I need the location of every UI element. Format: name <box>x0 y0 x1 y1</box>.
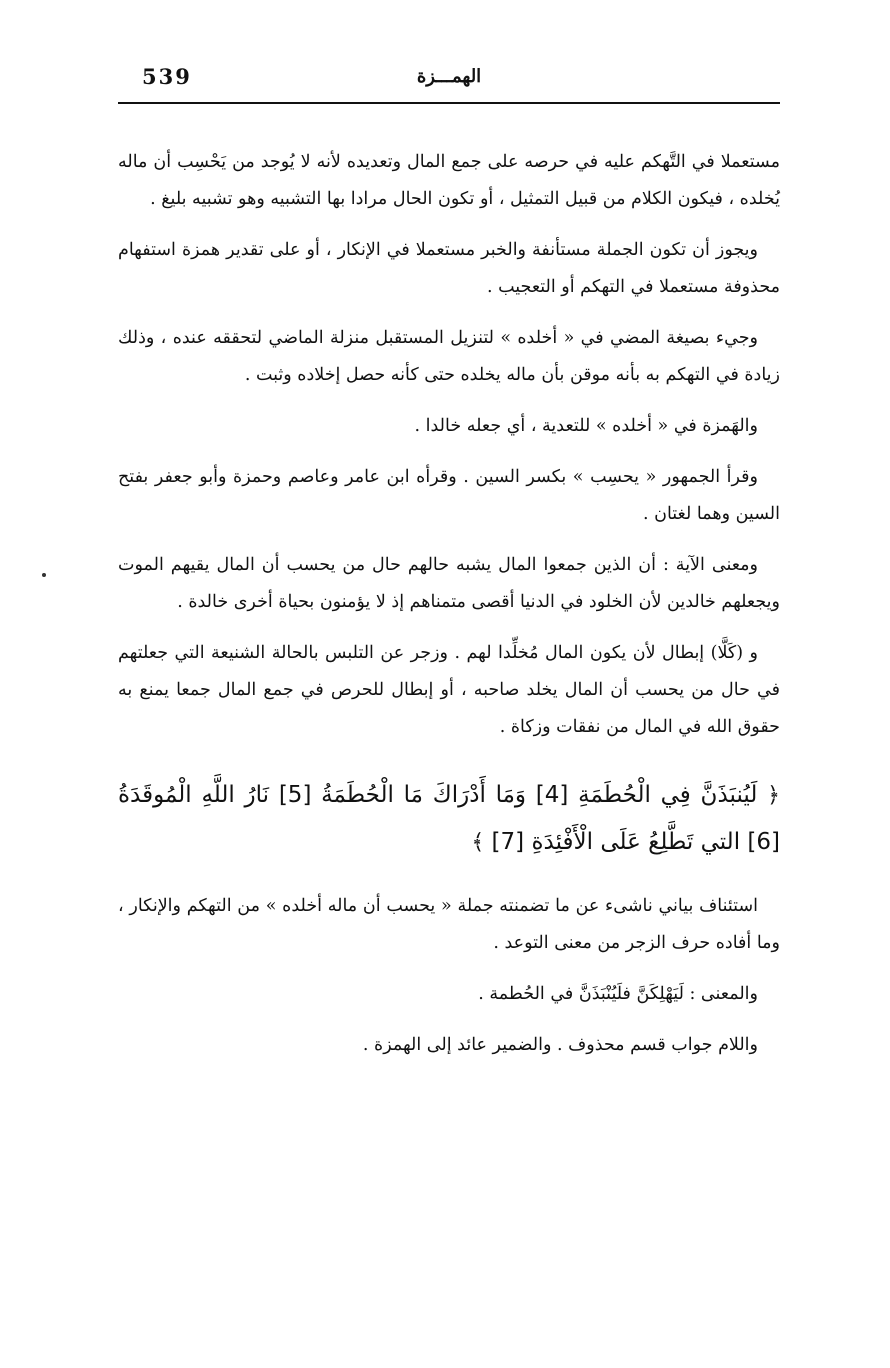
paragraph: وقرأ الجمهور « يحسِب » بكسر السين . وقرأه ابن عامر وعاصم وحمزة وأبو جعفر بفتح السين وهما لغتان . <box>118 467 780 524</box>
paragraph: والهَمزة في « أخلده » للتعدية ، أي جعله خالدا . <box>414 416 758 436</box>
quran-verse <box>118 772 780 866</box>
verse-open-bracket: ﴿ <box>767 783 781 808</box>
paragraph: وجيء بصيغة المضي في « أخلده » لتنزيل المستقبل منزلة الماضي لتحققه عنده ، وذلك زيادة في التهكم به بأنه موقن بأن ماله يخلده حتى كأنه حصل إخلاده وثبت . <box>118 328 780 385</box>
margin-speck <box>42 573 46 577</box>
paragraph: والمعنى : لَيَهْلِكَنَّ فلَيُنْبَذَنَّ في الحُطمة . <box>478 984 758 1004</box>
page-header <box>118 60 780 104</box>
paragraph: ويجوز أن تكون الجملة مستأنفة والخبر مستعملا في الإنكار ، أو على تقدير همزة استفهام محذوفة مستعملا في التهكم أو التعجيب . <box>118 240 780 297</box>
paragraph: واللام جواب قسم محذوف . والضمير عائد إلى الهمزة . <box>362 1035 758 1055</box>
page-body <box>118 144 780 1064</box>
paragraph: مستعملا في التَّهكم عليه في حرصه على جمع المال وتعديده لأنه لا يُوجد من يَحْسِب أن ماله يُخلده ، فيكون الكلام من قبيل التمثيل ، أو تكون الحال مرادا بها التشبيه وهو تشبيه بليغ . <box>118 152 780 209</box>
verse-text: لَيُنبَذَنَّ فِي الْحُطَمَةِ [4] وَمَا أَدْرَاكَ مَا الْحُطَمَةُ [5] نَارُ اللَّهِ الْمُوقَدَةُ [6] التي تَطَّلِعُ عَلَى الْأَفْئِدَةِ [7] <box>118 782 780 855</box>
paragraph: استئناف بياني ناشىء عن ما تضمنته جملة « يحسب أن ماله أخلده » من التهكم والإنكار ، وما أفاده حرف الزجر من معنى التوعد . <box>118 896 780 953</box>
page-number: 539 <box>142 64 192 89</box>
paragraph: ومعنى الآية : أن الذين جمعوا المال يشبه حالهم حال من يحسب أن المال يقيهم الموت ويجعلهم خالدين لأن الخلود في الدنيا أقصى متمناهم إذ لا يؤمنون بحياة أخرى خالدة . <box>118 555 780 612</box>
verse-close-bracket: ﴾ <box>471 830 485 855</box>
paragraph: و (كَلَّا) إبطال لأن يكون المال مُخلِّدا لهم . وزجر عن التلبس بالحالة الشنيعة التي جعلتهم في حال من يحسب أن المال يخلد صاحبه ، أو إبطال للحرص في جمع المال جمعا يمنع به حقوق الله في المال من نفقات وزكاة . <box>118 643 780 737</box>
running-title: الهمـــزة <box>416 66 482 87</box>
book-page <box>118 60 780 1320</box>
